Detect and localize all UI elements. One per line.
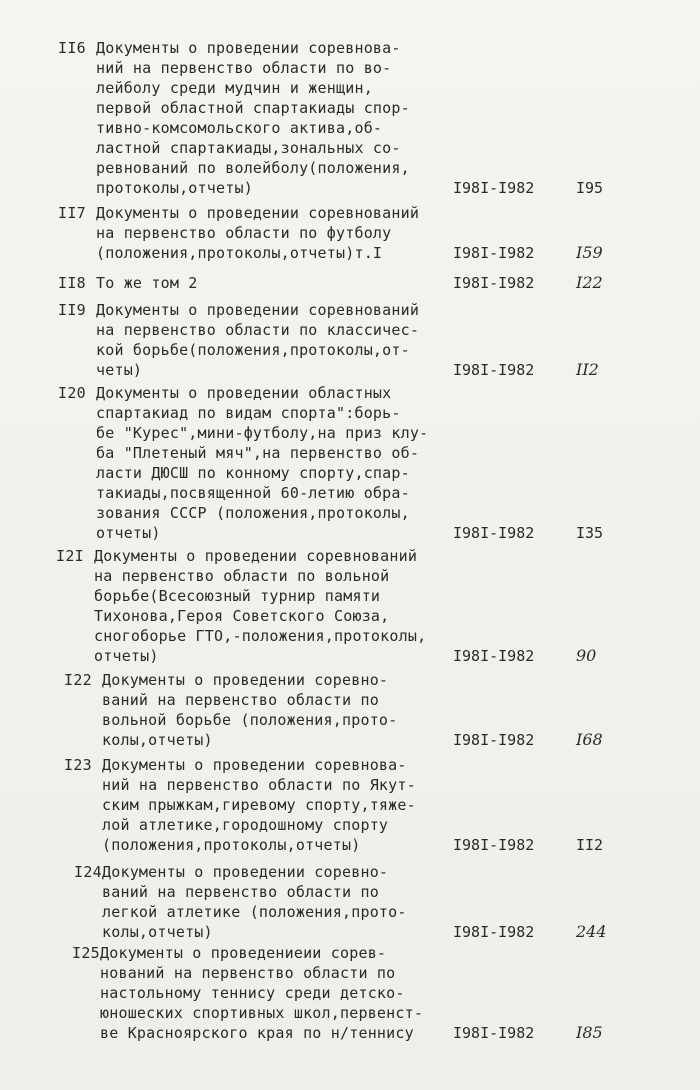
description-line: нований на первенство области по [100, 964, 396, 982]
entry-sheet-count: 244 [576, 922, 607, 941]
entry-number: II8 [58, 274, 86, 292]
entry-description [96, 300, 419, 380]
description-line: ний на первенство области по Якут- [102, 776, 416, 794]
entry-number: I24 [74, 863, 102, 881]
entry-years: I98I-I982 [453, 179, 535, 197]
description-line: на первенство области по футболу [96, 224, 392, 242]
entry-number: I23 [64, 756, 92, 774]
entry-description [96, 383, 428, 543]
entry-description [94, 546, 426, 666]
description-line: ве Красноярского края по н/теннису [100, 1024, 414, 1042]
description-line: ваний на первенство области по [102, 691, 379, 709]
description-line: тивно-комсомольского актива,об- [96, 119, 383, 137]
description-line: Документы о проведении областных [96, 384, 392, 402]
description-line: колы,отчеты) [102, 923, 213, 941]
entry-description [96, 38, 410, 198]
entry-sheet-count: I85 [576, 1023, 603, 1042]
description-line: ваний на первенство области по [102, 883, 379, 901]
entry-description [102, 755, 416, 855]
description-line: ба "Плетеный мяч",на первенство об- [96, 444, 420, 462]
entry-number: I2I [56, 547, 84, 565]
entry-description [96, 203, 419, 263]
description-line: такиады,посвященной 60-летию обра- [96, 484, 410, 502]
entry-sheet-count: II2 [576, 836, 604, 854]
description-line: сногоборье ГТО,-положения,протоколы, [94, 627, 427, 645]
entry-years: I98I-I982 [453, 836, 535, 854]
description-line: ским прыжкам,гиревому спорту,тяже- [102, 796, 416, 814]
entry-years: I98I-I982 [453, 923, 535, 941]
description-line: Документы о проведении соревно- [102, 671, 389, 689]
description-line: отчеты) [96, 524, 161, 542]
description-line: Документы о проведении соревно- [102, 863, 389, 881]
entry-years: I98I-I982 [453, 1024, 535, 1042]
description-line: на первенство области по вольной [94, 567, 390, 585]
entry-sheet-count: I68 [576, 730, 603, 749]
description-line: (положения,протоколы,отчеты)т.I [96, 244, 383, 262]
description-line: Документы о проведениеии сорев- [100, 944, 387, 962]
description-line: вольной борьбе (положения,прото- [102, 711, 398, 729]
description-line: ревнований по волейболу(положения, [96, 159, 410, 177]
description-line: легкой атлетике (положения,прото- [102, 903, 407, 921]
description-line: колы,отчеты) [102, 731, 213, 749]
entry-description [96, 273, 198, 293]
description-line: (положения,протоколы,отчеты) [102, 836, 361, 854]
description-line: ний на первенство области по во- [96, 59, 392, 77]
description-line: Документы о проведении соревнова- [102, 756, 407, 774]
entry-number: II7 [58, 204, 86, 222]
description-line: зования СССР (положения,протоколы, [96, 504, 410, 522]
description-line: Документы о проведении соревнований [96, 204, 420, 222]
entry-years: I98I-I982 [453, 274, 535, 292]
description-line: лой атлетике,городошному спорту [102, 816, 389, 834]
entry-sheet-count: I35 [576, 524, 604, 542]
entry-years: I98I-I982 [453, 731, 535, 749]
description-line: То же том 2 [96, 274, 198, 292]
description-line: Тихонова,Героя Советского Союза, [94, 607, 390, 625]
entry-years: I98I-I982 [453, 524, 535, 542]
description-line: ласти ДЮСШ по конному спорту,спар- [96, 464, 410, 482]
description-line: лейболу среди мудчин и женщин, [96, 79, 373, 97]
description-line: юношеских спортивных школ,первенст- [100, 1004, 424, 1022]
description-line: борьбе(Всесоюзный турнир памяти [94, 587, 381, 605]
description-line: четы) [96, 361, 143, 379]
description-line: Документы о проведении соревнований [96, 301, 420, 319]
entry-number: I25 [72, 944, 100, 962]
entry-description [102, 670, 397, 750]
entry-number: II6 [58, 39, 86, 57]
entry-years: I98I-I982 [453, 244, 535, 262]
entry-years: I98I-I982 [453, 647, 535, 665]
entry-number: I22 [64, 671, 92, 689]
entry-sheet-count: 90 [576, 646, 597, 665]
description-line: бе "Курес",мини-футболу,на приз клу- [96, 424, 429, 442]
description-line: спартакиад по видам спорта":борь- [96, 404, 401, 422]
description-line: ластной спартакиады,зональных со- [96, 139, 401, 157]
entry-description [102, 862, 407, 942]
entry-sheet-count: II2 [576, 360, 599, 379]
description-line: кой борьбе(положения,протоколы,от- [96, 341, 410, 359]
description-line: протоколы,отчеты) [96, 179, 253, 197]
description-line: Документы о проведении соревнований [94, 547, 418, 565]
description-line: на первенство области по классичес- [96, 321, 420, 339]
description-line: первой областной спартакиады спор- [96, 99, 410, 117]
entry-years: I98I-I982 [453, 361, 535, 379]
description-line: Документы о проведении соревнова- [96, 39, 401, 57]
entry-description [100, 943, 423, 1043]
entry-sheet-count: I22 [576, 273, 603, 292]
entry-number: II9 [58, 301, 86, 319]
description-line: настольному теннису среди детско- [100, 984, 405, 1002]
entry-number: I20 [58, 384, 86, 402]
description-line: отчеты) [94, 647, 159, 665]
entry-sheet-count: I59 [576, 243, 603, 262]
entry-sheet-count: I95 [576, 179, 604, 197]
